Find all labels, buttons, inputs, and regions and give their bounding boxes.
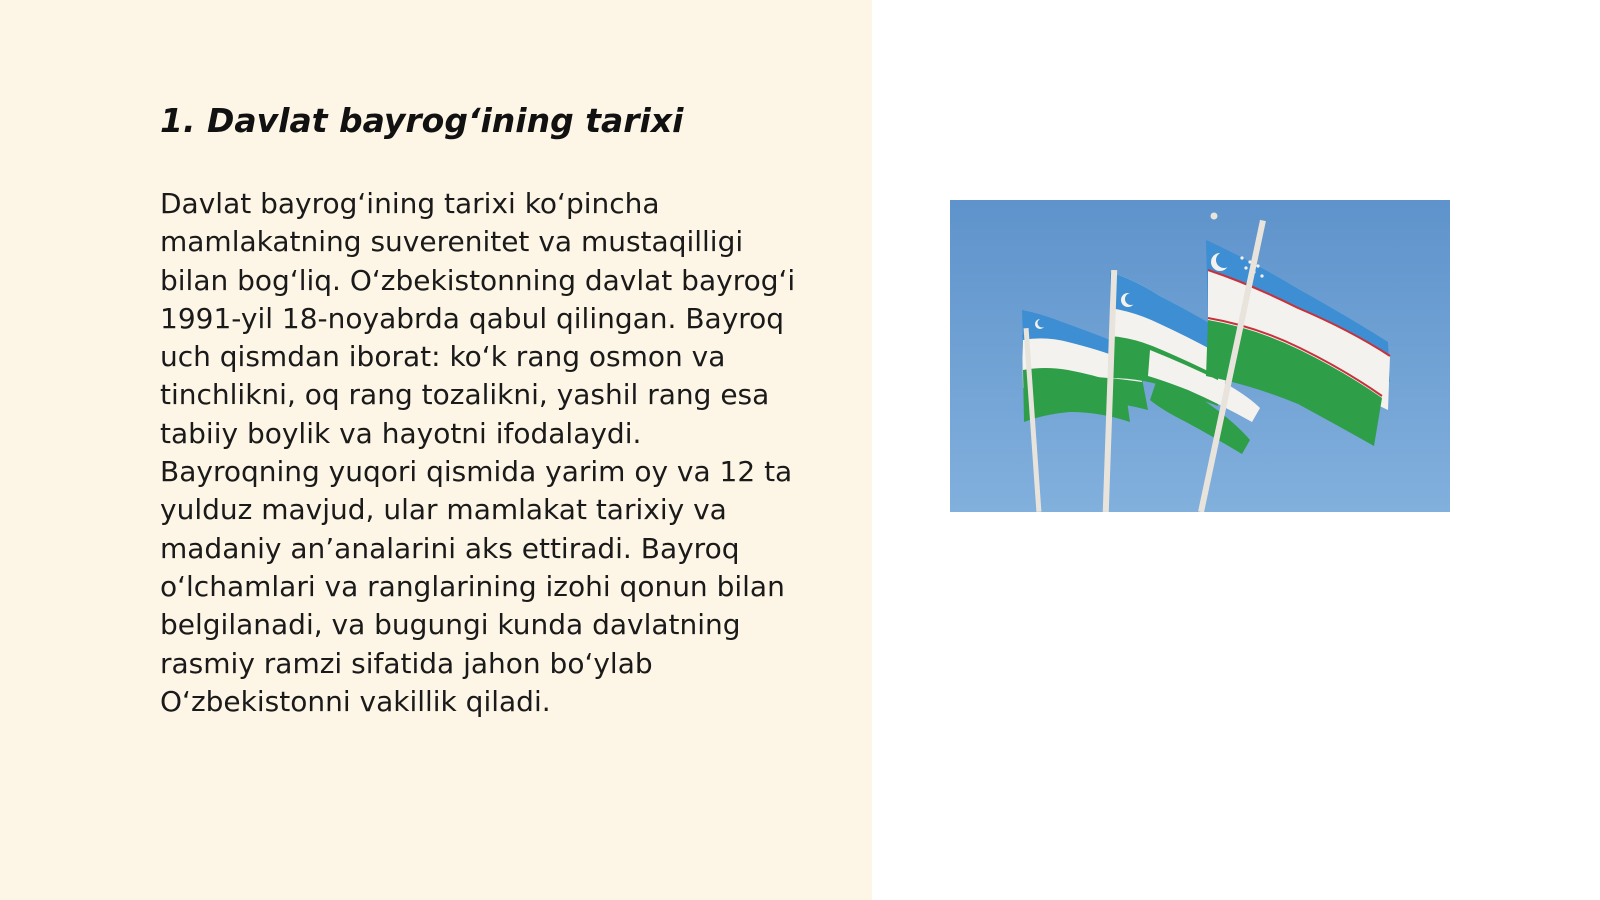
pole-finial: [1211, 213, 1218, 220]
paragraph-line: Bayroqning yuqori qismida yarim oy va 12 ta: [160, 455, 793, 489]
flags-photo: [950, 200, 1450, 512]
section-paragraph: [160, 185, 840, 721]
paragraph-line: rasmiy ramzi sifatida jahon bo‘ylab: [160, 646, 653, 680]
paragraph-line: tabiiy boylik va hayotni ifodalaydi.: [160, 416, 642, 450]
paragraph-line: madaniy an’analarini aks ettiradi. Bayroq: [160, 531, 740, 565]
paragraph-line: o‘lchamlari va ranglarining izohi qonun bilan: [160, 569, 785, 603]
paragraph-line: yulduz mavjud, ular mamlakat tarixiy va: [160, 493, 727, 527]
paragraph-line: 1991-yil 18-noyabrda qabul qilingan. Bayroq: [160, 301, 785, 335]
paragraph-line: uch qismdan iborat: ko‘k rang osmon va: [160, 340, 726, 374]
paragraph-line: Davlat bayrog‘ining tarixi ko‘pincha: [160, 187, 660, 220]
paragraph-line: O‘zbekistonni vakillik qiladi.: [160, 684, 551, 718]
paragraph-line: bilan bog‘liq. O‘zbekistonning davlat bayrog‘i: [160, 263, 796, 297]
section-heading: 1. Davlat bayrog‘ining tarixi: [160, 101, 684, 140]
paragraph-line: belgilanadi, va bugungi kunda davlatning: [160, 608, 741, 642]
paragraph-line: tinchlikni, oq rang tozalikni, yashil rang esa: [160, 378, 770, 412]
paragraph-line: mamlakatning suverenitet va mustaqilligi: [160, 225, 744, 259]
